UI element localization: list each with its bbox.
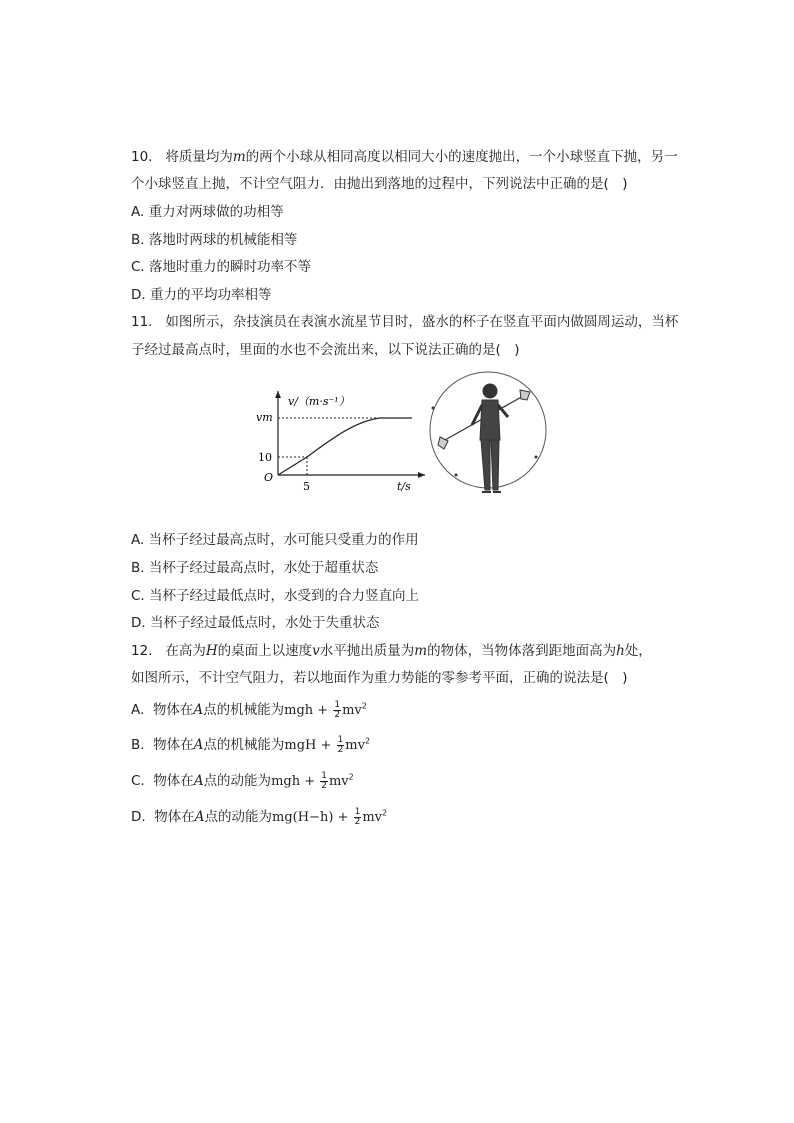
cup-top bbox=[520, 390, 530, 400]
frac-num: 1 bbox=[334, 699, 341, 710]
option-label: A. bbox=[131, 702, 145, 718]
head bbox=[483, 384, 497, 398]
q10-text-a: 将质量均为 bbox=[165, 149, 233, 165]
superscript: 2 bbox=[348, 772, 354, 782]
q11-line2: 子经过最高点时，里面的水也不会流出来，以下说法正确的是( ) bbox=[131, 342, 520, 358]
velocity-curve bbox=[278, 418, 412, 475]
graph-x5: 5 bbox=[303, 480, 310, 493]
q11-line1 bbox=[131, 310, 678, 330]
q12-text-e: 处， bbox=[624, 643, 652, 659]
graph-vm: vm bbox=[256, 411, 273, 424]
option-pre: 物体在 bbox=[154, 809, 195, 825]
q11-option-d: D. 当杯子经过最低点时，水处于失重状态 bbox=[131, 615, 380, 631]
option-point: A bbox=[193, 773, 204, 789]
q12-option-d bbox=[131, 805, 387, 827]
q12-line2: 如图所示，不计空气阻力，若以地面作为重力势能的零参考平面，正确的说法是( ) bbox=[131, 670, 628, 686]
q10-text-b: 的两个小球从相同高度以相同大小的速度抛出，一个小球竖直下抛，另一 bbox=[245, 149, 678, 165]
option-expr: mgh + bbox=[284, 703, 333, 718]
q12-text-c: 水平抛出质量为 bbox=[319, 643, 415, 659]
option-pre: 物体在 bbox=[153, 773, 194, 789]
option-tail: mv bbox=[342, 703, 362, 718]
q12-var-m: m bbox=[414, 643, 428, 659]
fraction bbox=[320, 772, 328, 791]
q11-figure bbox=[250, 365, 550, 510]
q10-option-c: C. 落地时重力的瞬时功率不等 bbox=[131, 259, 312, 275]
frac-num: 1 bbox=[337, 734, 344, 745]
frac-den: 2 bbox=[337, 744, 344, 755]
option-label: C. bbox=[131, 773, 145, 789]
frac-den: 2 bbox=[321, 780, 327, 791]
right-leg bbox=[491, 440, 499, 490]
q12-text-d: 的物体，当物体落到距地面高为 bbox=[427, 643, 617, 659]
performer-illustration bbox=[430, 372, 546, 492]
x-axis-arrow bbox=[418, 472, 425, 478]
option-post: 点的动能为 bbox=[203, 773, 272, 789]
option-label: D. bbox=[131, 809, 146, 825]
fraction bbox=[337, 736, 345, 755]
q12-var-h: h bbox=[616, 643, 625, 659]
q11-text: 如图所示，杂技演员在表演水流星节目时，盛水的杯子在竖直平面内做圆周运动，当杯 bbox=[165, 314, 679, 330]
q10-option-a: A. 重力对两球做的功相等 bbox=[131, 204, 284, 220]
frac-den: 2 bbox=[334, 709, 341, 720]
fraction bbox=[354, 808, 362, 827]
superscript: 2 bbox=[364, 736, 371, 746]
q12-option-b bbox=[131, 733, 370, 755]
q11-option-a: A. 当杯子经过最高点时，水可能只受重力的作用 bbox=[131, 532, 419, 548]
q11-option-b: B. 当杯子经过最高点时，水处于超重状态 bbox=[131, 560, 379, 576]
graph-y10: 10 bbox=[258, 451, 272, 464]
option-expr: mgH + bbox=[284, 738, 336, 753]
q10-option-d: D. 重力的平均功率相等 bbox=[131, 287, 272, 303]
q12-option-c bbox=[131, 769, 354, 791]
q11-option-c: C. 当杯子经过最低点时，水受到的合力竖直向上 bbox=[131, 588, 420, 604]
option-tail: mv bbox=[345, 738, 365, 753]
q12-line1 bbox=[131, 639, 652, 659]
option-expr: mg(H−h) + bbox=[272, 810, 353, 825]
option-pre: 物体在 bbox=[153, 737, 194, 753]
q10-number: 10. bbox=[131, 149, 153, 165]
q12-var-H: H bbox=[205, 643, 218, 659]
option-point: A bbox=[194, 809, 205, 825]
q12-var-v: v bbox=[312, 643, 320, 659]
drop bbox=[432, 407, 434, 409]
option-post: 点的机械能为 bbox=[203, 737, 285, 753]
q10-line1 bbox=[131, 145, 678, 165]
q10-option-b: B. 落地时两球的机械能相等 bbox=[131, 232, 298, 248]
graph-xlabel: t/s bbox=[397, 480, 411, 493]
left-leg bbox=[481, 440, 490, 490]
figure-svg bbox=[250, 365, 550, 510]
frac-den: 2 bbox=[354, 816, 361, 827]
option-tail: mv bbox=[362, 810, 382, 825]
q12-text-a: 在高为 bbox=[165, 643, 206, 659]
q10-var-m: m bbox=[232, 149, 246, 165]
q12-text-b: 的桌面上以速度 bbox=[217, 643, 313, 659]
q11-number: 11. bbox=[131, 314, 153, 330]
option-pre: 物体在 bbox=[152, 702, 194, 718]
graph-ylabel: v/（m·s⁻¹） bbox=[288, 395, 350, 408]
superscript: 2 bbox=[361, 701, 367, 711]
option-label: B. bbox=[131, 737, 145, 753]
option-tail: mv bbox=[328, 774, 349, 789]
frac-num: 1 bbox=[354, 806, 361, 817]
option-post: 点的机械能为 bbox=[203, 702, 285, 718]
frac-num: 1 bbox=[321, 770, 327, 781]
q10-line2: 个小球竖直上抛，不计空气阻力．由抛出到落地的过程中，下列说法中正确的是( ) bbox=[131, 176, 628, 192]
fraction bbox=[333, 701, 341, 720]
y-axis-arrow bbox=[275, 391, 281, 398]
drop bbox=[455, 474, 457, 476]
option-post: 点的动能为 bbox=[204, 809, 273, 825]
superscript: 2 bbox=[382, 808, 388, 818]
drop bbox=[535, 456, 537, 458]
option-point: A bbox=[193, 737, 204, 753]
option-expr: mgh + bbox=[271, 774, 320, 789]
option-point: A bbox=[193, 702, 204, 718]
graph-origin: O bbox=[264, 471, 274, 484]
q12-option-a bbox=[131, 698, 367, 720]
q12-number: 12. bbox=[131, 643, 153, 659]
